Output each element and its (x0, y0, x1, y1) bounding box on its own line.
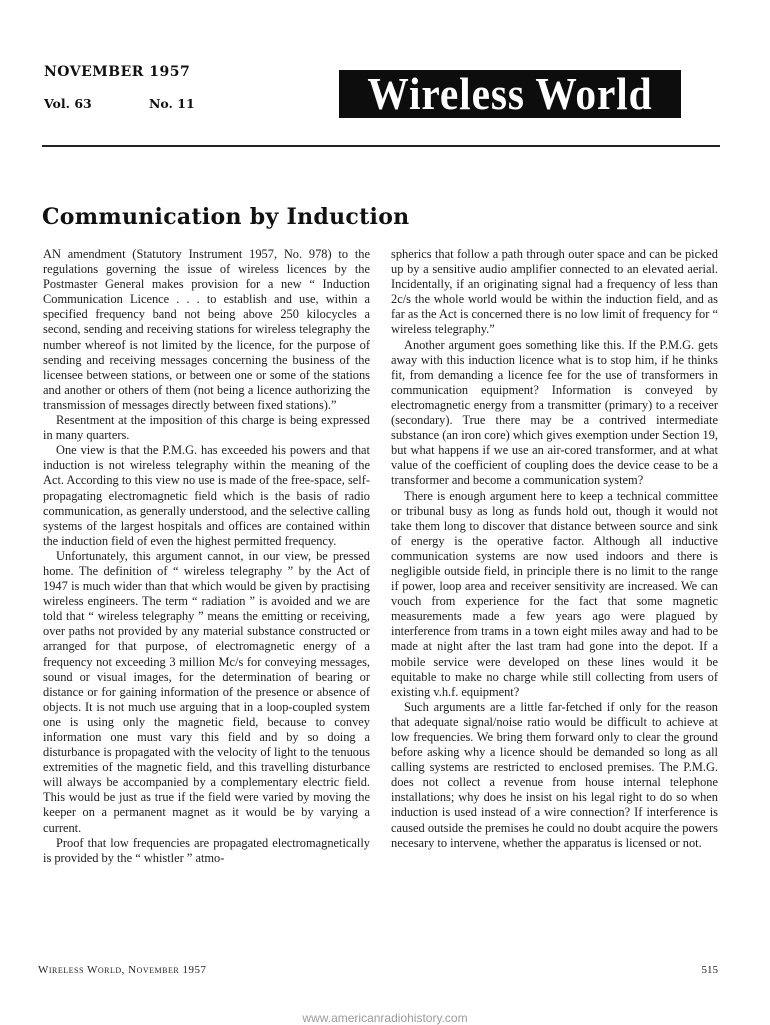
paragraph: There is enough argument here to keep a technical committee or tribunal busy as long as funds hold out, though it would not take them long to discover that distance between source and sink of energy is the operative factor. Although all inductive communication systems are now used indoors and there is negligible outside field, in principle there is no limit to the range if power, loop area and receiver sensitivity are increased. We can vouch from experience for the fact that some magnetic measurements made a few years ago were plagued by interference from trams in a town eight miles away and had to be made at night after the last tram had gone into the depot. If a mobile service were developed on these lines would it be equitable to make no charge while still collecting from users of existing v.h.f. equipment? (391, 488, 718, 699)
page-number: 515 (701, 964, 718, 976)
paragraph: Unfortunately, this argument cannot, in our view, be pressed home. The definition of “ wireless telegraphy ” by the Act of 1947 is much wider than that which would be given by practising wireless engineers. The term “ radiation ” is avoided and we are told that “ wireless telegraphy ” means the emitting or receiving, over paths not provided by any material substance constructed or arranged for that purpose, of electromagnetic energy of a frequency not exceeding 3 million Mc/s for conveying messages, sound or visual images, for the determination of bearing or distance or for gaining information of the presence or absence of objects. It is not much use arguing that in a loop-coupled system one is using only the magnetic field, because to convey information one must vary this field and by so doing a disturbance is propagated with the velocity of light to the tenuous extremities of the magnetic field, and this travelling disturbance will always be accompanied by a complementary electric field. This would be just as true if the field were varied by moving the keeper on a permanent magnet as it would be by varying a current. (43, 548, 370, 835)
magazine-title: Wireless World (339, 70, 681, 118)
paragraph: One view is that the P.M.G. has exceeded his powers and that induction is not wireless telegraphy within the meaning of the Act. According to this view no use is made of the free-space, self-propagating electromagnetic field which is the basis of radio communication, as generally understood, and the selective calling systems of the largest hospitals and offices are contained within the induction field of even the highest permitted frequency. (43, 443, 370, 548)
article-column-right (391, 247, 718, 851)
footer-publication: Wireless World, November 1957 (38, 964, 207, 976)
masthead-divider (42, 145, 720, 147)
article-headline: Communication by Induction (42, 204, 410, 230)
paragraph: AN amendment (Statutory Instrument 1957, No. 978) to the regulations governing the issue of wireless licences by the Postmaster General makes provision for a new “ Induction Communication Licence . . . to establish and use, within a specified frequency band not being above 250 kilocycles a second, sending and receiving stations for wireless telegraphy the number whereof is not limited by the licence, for the purpose of sending and receiving messages concerning the business of the licensee between stations, or between one or some of the stations and another or others of them (not being a licence authorizing the transmission of messages directly between fixed stations).” (43, 247, 370, 412)
issue-date: NOVEMBER 1957 (44, 64, 191, 80)
issue-number: No. 11 (149, 96, 195, 111)
paragraph: Resentment at the imposition of this charge is being expressed in many quarters. (43, 413, 370, 443)
issue-volume-row (44, 96, 244, 118)
paragraph: spherics that follow a path through outer space and can be picked up by a sensitive audio amplifier connected to an elevated aerial. Incidentally, if an originating signal had a frequency of less than 2c/s the whole world would be within the induction field, and as far as the Act is concerned there is no low limit of frequency for “ wireless telegraphy.” (391, 247, 718, 337)
issue-volume: Vol. 63 (44, 96, 92, 111)
masthead-info (44, 62, 244, 118)
paragraph: Another argument goes something like this. If the P.M.G. gets away with this induction licence what is to stop him, if he thinks fit, from demanding a licence fee for the use of transformers in communication equipment? Information is conveyed by electromagnetic energy from a transmitter (primary) to a receiver (secondary). True there may be a contrived intermediate substance (an iron core) which gives exemption under Section 19, but what happens if we use an air-cored transformer, and at what value of the coefficient of coupling does the device cease to be a transformer and become a communication system? (391, 337, 718, 488)
article-column-left (43, 247, 370, 866)
page-footer (38, 964, 718, 980)
source-watermark: www.americanradiohistory.com (302, 1011, 468, 1025)
paragraph: Such arguments are a little far-fetched if only for the reason that adequate signal/noise ratio would be difficult to achieve at low frequencies. We bring them forward only to clear the ground before asking why a licence should be demanded so long as all calling systems are restricted to enclosed premises. The P.M.G. does not collect a revenue from house internal telephone installations; why does he insist on his legal right to do so when induction is used instead of a wire connection? If interference is caused outside the premises he could no doubt acquire the powers necesary to intervene, whether the apparatus is licensed or not. (391, 699, 718, 850)
paragraph: Proof that low frequencies are propagated electromagnetically is provided by the “ whistler ” atmo- (43, 835, 370, 865)
